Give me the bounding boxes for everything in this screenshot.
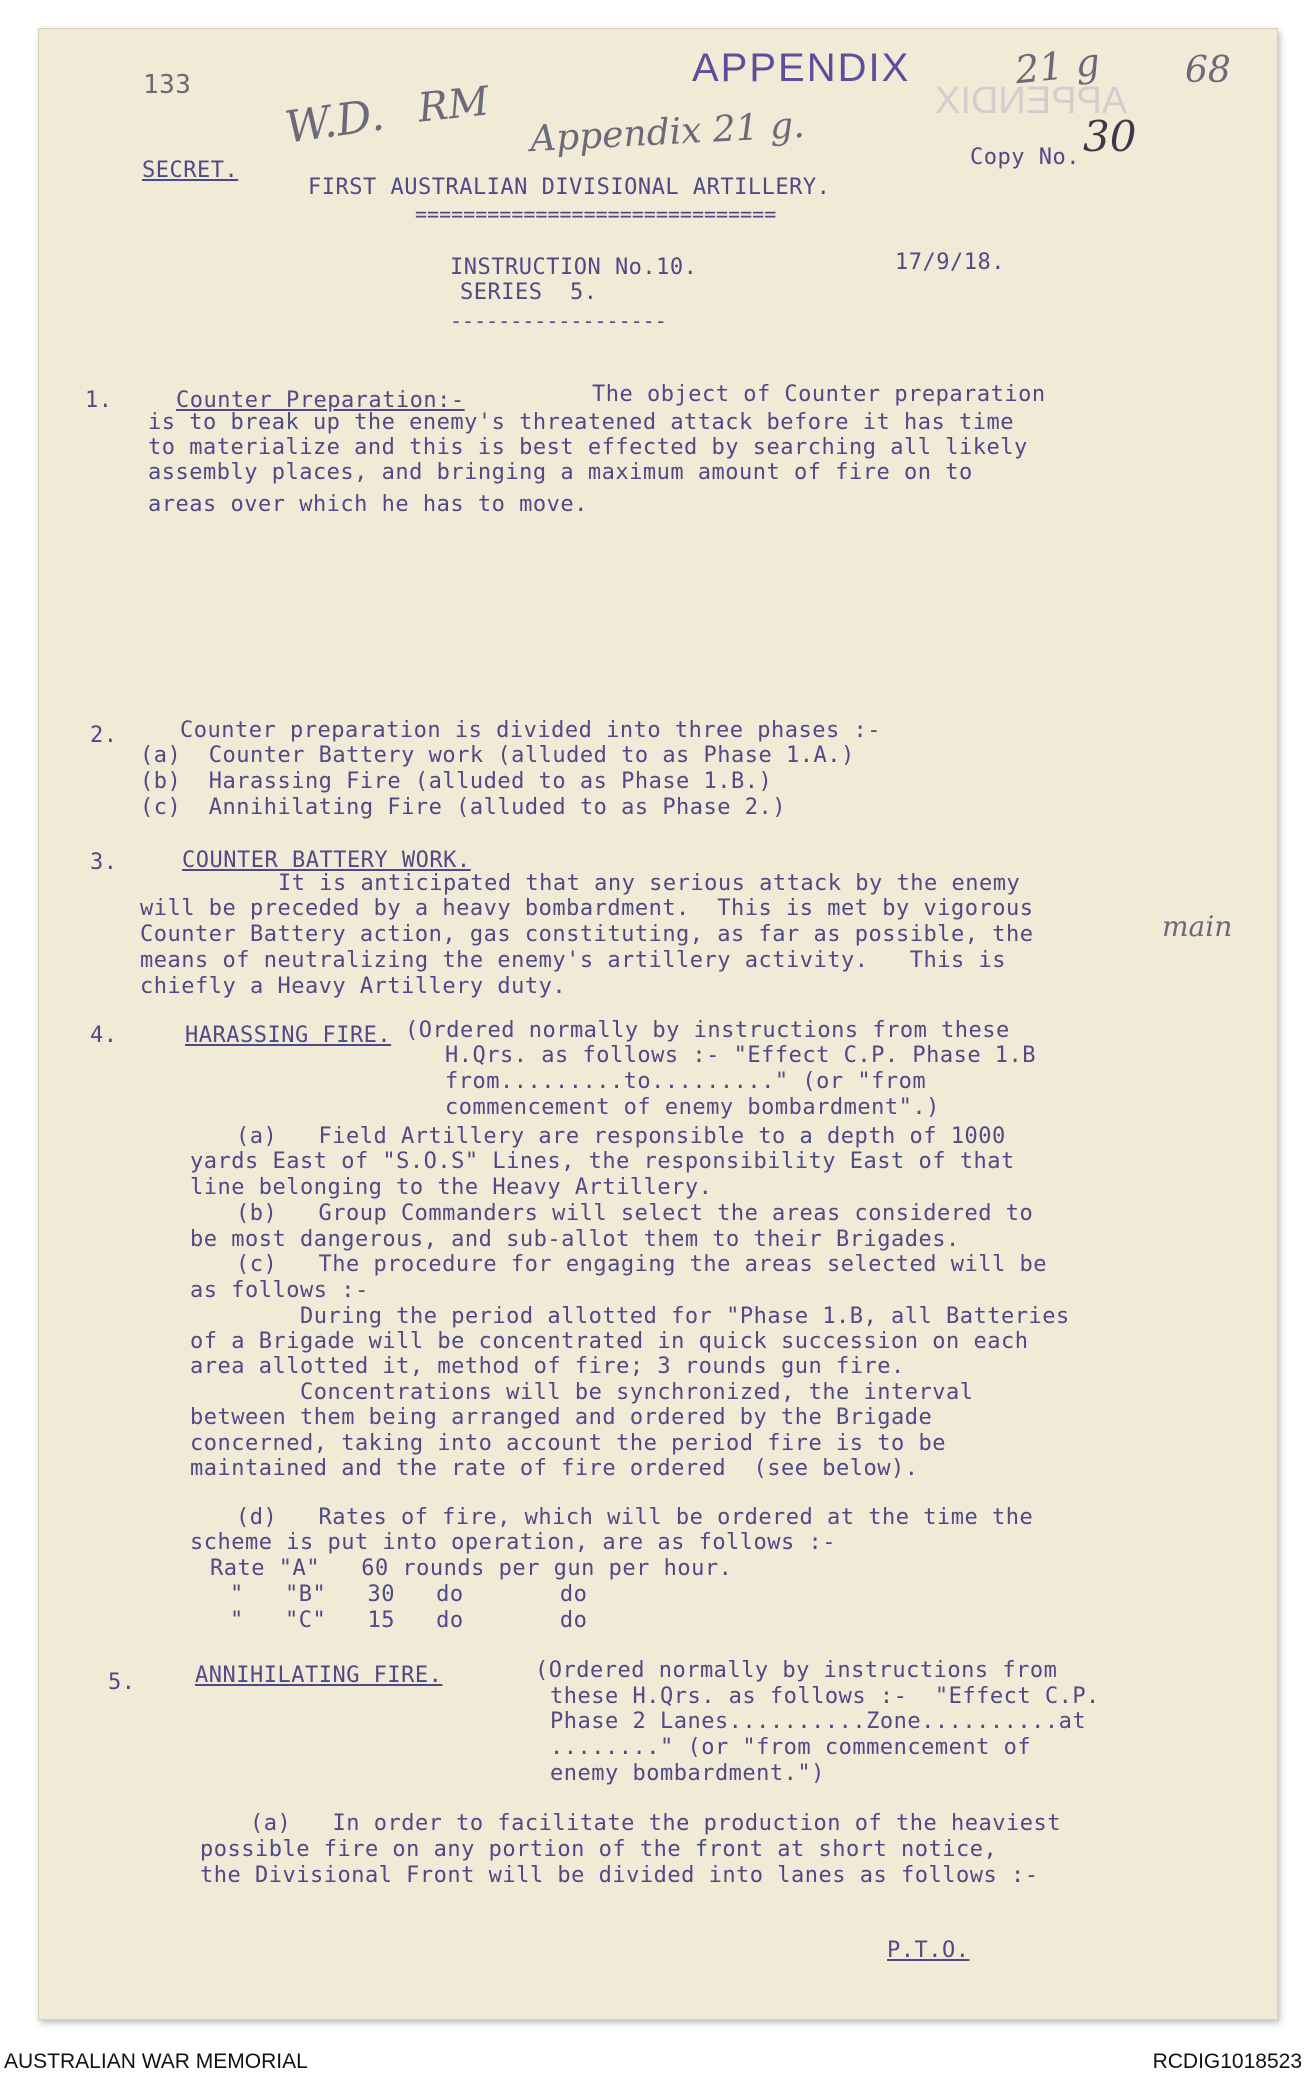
title-rule: ============================== <box>415 202 777 226</box>
para-4-number: 4. <box>90 1023 118 1048</box>
document-title: FIRST AUSTRALIAN DIVISIONAL ARTILLERY. <box>308 175 831 200</box>
para-3-number: 3. <box>90 850 118 875</box>
copy-label: Copy No. <box>970 145 1080 170</box>
para-4-line: (b) Group Commanders will select the areas considered to <box>236 1201 1034 1226</box>
copy-number: 30 <box>1083 112 1137 161</box>
para-1-line: to materialize and this is best effected by searching all likely <box>148 435 1028 460</box>
para-4-line: Concentrations will be synchronized, the interval <box>300 1380 974 1405</box>
para-1-line: is to break up the enemy's threatened attack before it has time <box>148 410 1014 435</box>
para-1-number: 1. <box>85 388 113 413</box>
para-3-line: It is anticipated that any serious attack by the enemy <box>278 871 1021 896</box>
rate-b: " "B" 30 do do <box>230 1582 588 1607</box>
para-4-line: concerned, taking into account the period fire is to be <box>190 1431 946 1456</box>
handwritten-initials-wd: W.D. <box>281 89 388 154</box>
para-4-heading: HARASSING FIRE. <box>185 1023 392 1048</box>
instruction-date: 17/9/18. <box>895 250 1005 275</box>
para-4-line: commencement of enemy bombardment".) <box>445 1095 940 1120</box>
para-4-line: H.Qrs. as follows :- "Effect C.P. Phase 1.B <box>445 1043 1037 1068</box>
para-5-heading: ANNIHILATING FIRE. <box>195 1663 443 1688</box>
handwritten-ref: 21 g <box>1012 39 1102 93</box>
para-5-line: (a) In order to facilitate the production of the heaviest <box>250 1811 1061 1836</box>
series-label: SERIES 5. <box>460 280 598 305</box>
para-4-line: scheme is put into operation, are as follows :- <box>190 1530 837 1555</box>
footer-right: RCDIG1018523 <box>1152 2050 1302 2073</box>
instruction-number: INSTRUCTION No.10. <box>450 255 698 280</box>
para-4-line: (d) Rates of fire, which will be ordered at the time the <box>236 1505 1034 1530</box>
margin-note: main <box>1162 910 1233 943</box>
para-5-line: enemy bombardment.") <box>550 1761 825 1786</box>
para-4-line: from.........to........." (or "from <box>445 1069 927 1094</box>
para-4-line: between them being arranged and ordered by the Brigade <box>190 1405 933 1430</box>
para-4-line: as follows :- <box>190 1278 369 1303</box>
para-4-line: (c) The procedure for engaging the areas selected will be <box>236 1252 1047 1277</box>
para-1-line: areas over which he has to move. <box>148 492 588 517</box>
handwritten-initials-rm: RM <box>415 78 492 132</box>
para-4-line: be most dangerous, and sub-allot them to their Brigades. <box>190 1227 960 1252</box>
para-1-line: The object of Counter preparation <box>592 382 1046 407</box>
para-4-line: area allotted it, method of fire; 3 rounds gun fire. <box>190 1354 905 1379</box>
para-4-line: maintained and the rate of fire ordered (see below). <box>190 1456 919 1481</box>
para-2-line: (b) Harassing Fire (alluded to as Phase 1.B.) <box>140 769 773 794</box>
secret-label: SECRET. <box>142 158 239 183</box>
page-number: 133 <box>143 70 192 100</box>
para-5-line: these H.Qrs. as follows :- "Effect C.P. <box>550 1684 1100 1709</box>
para-2-line: (c) Annihilating Fire (alluded to as Phase 2.) <box>140 795 787 820</box>
pto-label: P.T.O. <box>887 1938 970 1963</box>
para-3-line: chiefly a Heavy Artillery duty. <box>140 974 567 999</box>
para-3-line: Counter Battery action, gas constituting, as far as possible, the <box>140 922 1034 947</box>
para-3-heading: COUNTER BATTERY WORK. <box>182 848 471 873</box>
para-4-line: of a Brigade will be concentrated in quick succession on each <box>190 1329 1029 1354</box>
para-1-line: assembly places, and bringing a maximum amount of fire on to <box>148 460 973 485</box>
para-2-number: 2. <box>90 723 118 748</box>
footer-left: AUSTRALIAN WAR MEMORIAL <box>4 2050 308 2073</box>
appendix-stamp: APPENDIX <box>692 46 911 90</box>
para-5-line: the Divisional Front will be divided into lanes as follows :- <box>200 1863 1039 1888</box>
handwritten-page-ref: 68 <box>1185 50 1231 91</box>
handwritten-appendix: Appendix 21 g. <box>529 104 806 161</box>
para-4-line: yards East of "S.O.S" Lines, the responsibility East of that <box>190 1149 1015 1174</box>
rate-a: Rate "A" 60 rounds per gun per hour. <box>210 1556 733 1581</box>
para-5-number: 5. <box>108 1670 136 1695</box>
para-5-line: Phase 2 Lanes..........Zone..........at <box>550 1709 1087 1734</box>
para-4-line: During the period allotted for "Phase 1.B, all Batteries <box>300 1304 1070 1329</box>
para-5-line: ........" (or "from commencement of <box>550 1735 1032 1760</box>
para-5-line: (Ordered normally by instructions from <box>535 1658 1058 1683</box>
series-rule: ------------------ <box>450 309 667 333</box>
para-4-line: (a) Field Artillery are responsible to a depth of 1000 <box>236 1124 1006 1149</box>
para-3-line: means of neutralizing the enemy's artillery activity. This is <box>140 948 1006 973</box>
para-4-line: line belonging to the Heavy Artillery. <box>190 1175 713 1200</box>
rate-c: " "C" 15 do do <box>230 1608 588 1633</box>
stamp-ghost: APPENDIX <box>935 80 1128 122</box>
para-3-line: will be preceded by a heavy bombardment. This is met by vigorous <box>140 896 1034 921</box>
para-1-heading: Counter Preparation:- <box>176 388 465 413</box>
para-2-line: Counter preparation is divided into three phases :- <box>180 718 882 743</box>
para-4-line: (Ordered normally by instructions from these <box>405 1018 1010 1043</box>
para-5-line: possible fire on any portion of the front at short notice, <box>200 1837 998 1862</box>
para-2-line: (a) Counter Battery work (alluded to as Phase 1.A.) <box>140 743 855 768</box>
